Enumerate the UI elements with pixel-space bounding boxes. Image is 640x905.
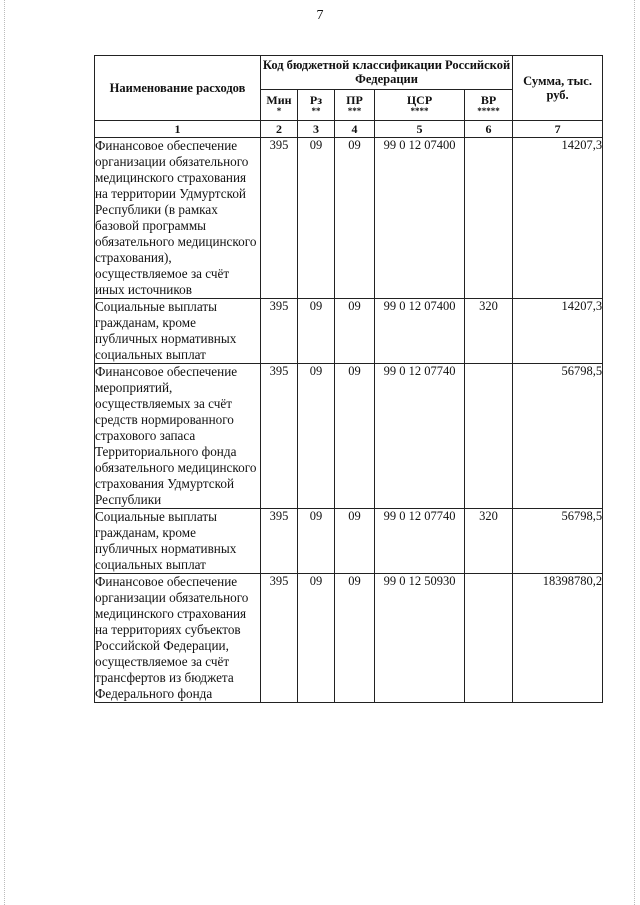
header-code-group: Код бюджетной классификации Российской Федерации: [261, 56, 513, 90]
column-number: 7: [513, 121, 603, 138]
expense-name: Финансовое обеспечение мероприятий, осуществляемых за счёт средств нормированного страхового запаса Территориального фонда обязательного медицинского страхования Удмуртской Республики: [95, 364, 261, 509]
min-code: 395: [261, 364, 298, 509]
column-number: 1: [95, 121, 261, 138]
csr-code: 99 0 12 07400: [375, 138, 465, 299]
column-number-row: [95, 121, 603, 138]
sum-value: 56798,5: [513, 364, 603, 509]
column-number: 6: [465, 121, 513, 138]
rz-code: 09: [298, 574, 335, 703]
rz-code: 09: [298, 364, 335, 509]
table-row: [95, 574, 603, 703]
left-margin-dots: [4, 0, 5, 905]
header-rz: Рз **: [298, 89, 335, 120]
pr-code: 09: [335, 364, 375, 509]
table-row: [95, 299, 603, 364]
min-code: 395: [261, 509, 298, 574]
min-code: 395: [261, 574, 298, 703]
header-csr: ЦСР ****: [375, 89, 465, 120]
column-number: 2: [261, 121, 298, 138]
csr-code: 99 0 12 50930: [375, 574, 465, 703]
pr-code: 09: [335, 299, 375, 364]
header-pr: ПР ***: [335, 89, 375, 120]
vr-code: [465, 138, 513, 299]
min-code: 395: [261, 138, 298, 299]
header-sum-column: Сумма, тыс. руб.: [513, 56, 603, 121]
header-min: Мин *: [261, 89, 298, 120]
pr-code: 09: [335, 509, 375, 574]
rz-code: 09: [298, 138, 335, 299]
csr-code: 99 0 12 07400: [375, 299, 465, 364]
right-margin-dots: [634, 0, 635, 905]
page-number: 7: [316, 8, 324, 23]
vr-code: 320: [465, 299, 513, 364]
table-row: [95, 364, 603, 509]
column-number: 4: [335, 121, 375, 138]
column-number: 3: [298, 121, 335, 138]
table-row: [95, 138, 603, 299]
csr-code: 99 0 12 07740: [375, 509, 465, 574]
rz-code: 09: [298, 509, 335, 574]
sum-value: 14207,3: [513, 299, 603, 364]
sum-value: 18398780,2: [513, 574, 603, 703]
vr-code: 320: [465, 509, 513, 574]
sum-value: 56798,5: [513, 509, 603, 574]
column-number: 5: [375, 121, 465, 138]
pr-code: 09: [335, 138, 375, 299]
expense-name: Социальные выплаты гражданам, кроме публичных нормативных социальных выплат: [95, 509, 261, 574]
pr-code: 09: [335, 574, 375, 703]
expense-name: Финансовое обеспечение организации обязательного медицинского страхования на территории Удмуртской Республики (в рамках базовой программы обязательного медицинского страхования), осуществляемое за счёт иных источников: [95, 138, 261, 299]
expense-name: Финансовое обеспечение организации обязательного медицинского страхования на территориях субъектов Российской Федерации, осуществляемое за счёт трансфертов из бюджета Федерального фонда: [95, 574, 261, 703]
rz-code: 09: [298, 299, 335, 364]
vr-code: [465, 574, 513, 703]
csr-code: 99 0 12 07740: [375, 364, 465, 509]
expense-name: Социальные выплаты гражданам, кроме публичных нормативных социальных выплат: [95, 299, 261, 364]
vr-code: [465, 364, 513, 509]
header-vr: ВР *****: [465, 89, 513, 120]
sum-value: 14207,3: [513, 138, 603, 299]
min-code: 395: [261, 299, 298, 364]
table-row: [95, 509, 603, 574]
budget-table: [94, 55, 603, 703]
header-name-column: Наименование расходов: [95, 56, 261, 121]
